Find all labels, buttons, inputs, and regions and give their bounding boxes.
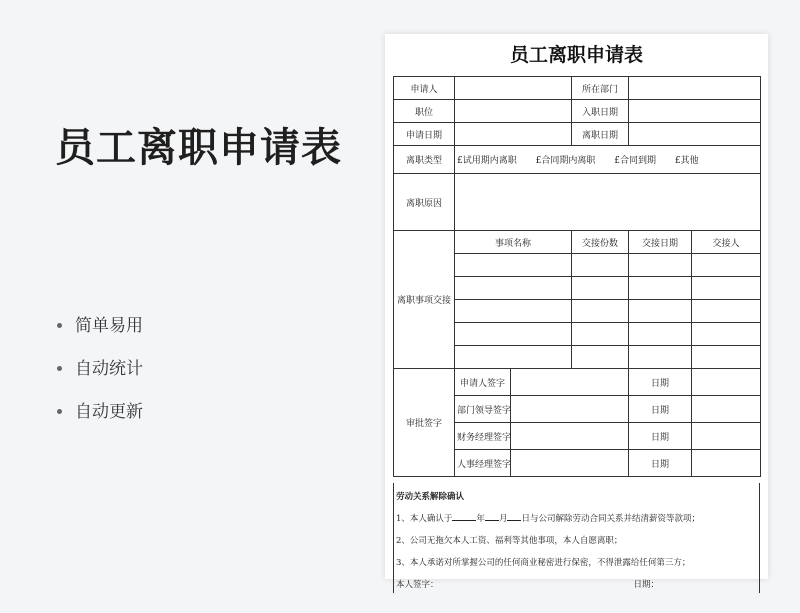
leave-type-label: 离职类型	[394, 146, 455, 174]
approval-date-field[interactable]	[692, 423, 761, 450]
handover-cell[interactable]	[692, 323, 761, 346]
handover-header-date: 交接日期	[629, 231, 692, 254]
feature-label: 自动更新	[75, 402, 143, 422]
leave-type-options	[455, 146, 761, 174]
bullet-icon	[57, 409, 62, 414]
leave-date-label: 离职日期	[572, 123, 629, 146]
leave-type-option[interactable]: £合同期内离职	[535, 156, 596, 166]
confirmation-line-1	[396, 512, 759, 524]
handover-cell[interactable]	[692, 300, 761, 323]
handover-cell[interactable]	[692, 277, 761, 300]
leave-date-field[interactable]	[629, 123, 761, 146]
handover-cell[interactable]	[572, 300, 629, 323]
approval-signature-field[interactable]	[511, 396, 629, 423]
handover-cell[interactable]	[455, 300, 572, 323]
hire-date-field[interactable]	[629, 100, 761, 123]
handover-header-person: 交接人	[692, 231, 761, 254]
confirmation-line-3: 3、本人承诺对所掌握公司的任何商业秘密进行保密，不得泄露给任何第三方；	[396, 558, 691, 568]
form-title: 员工离职申请表	[509, 44, 643, 66]
handover-header-item: 事项名称	[455, 231, 572, 254]
line1-month: 月	[498, 514, 508, 524]
feature-item	[55, 398, 143, 441]
year-blank[interactable]	[452, 512, 476, 521]
handover-cell[interactable]	[455, 254, 572, 277]
handover-cell[interactable]	[629, 346, 692, 369]
position-field[interactable]	[455, 100, 572, 123]
leave-type-option[interactable]: £合同到期	[614, 156, 656, 166]
leave-reason-label: 离职原因	[394, 174, 455, 231]
approval-date-label: 日期	[629, 369, 692, 396]
line1-prefix: 1、本人确认于	[396, 514, 453, 524]
resignation-form-table	[393, 76, 761, 477]
handover-cell[interactable]	[629, 300, 692, 323]
apply-date-label: 申请日期	[394, 123, 455, 146]
day-blank[interactable]	[507, 512, 521, 521]
applicant-field[interactable]	[455, 77, 572, 100]
leave-reason-field[interactable]	[455, 174, 761, 231]
bullet-icon	[57, 323, 62, 328]
feature-label: 自动统计	[75, 359, 143, 379]
handover-label: 离职事项交接	[394, 231, 455, 369]
applicant-label: 申请人	[394, 77, 455, 100]
approval-signer-label: 部门领导签字	[455, 396, 511, 423]
department-field[interactable]	[629, 77, 761, 100]
handover-header-copies: 交接份数	[572, 231, 629, 254]
signature-date-label[interactable]: 日期：	[633, 580, 659, 590]
approval-label: 审批签字	[394, 369, 455, 477]
apply-date-field[interactable]	[455, 123, 572, 146]
feature-label: 简单易用	[75, 316, 143, 336]
approval-signer-label: 财务经理签字	[455, 423, 511, 450]
handover-cell[interactable]	[572, 346, 629, 369]
approval-date-label: 日期	[629, 396, 692, 423]
approval-signature-field[interactable]	[511, 423, 629, 450]
department-label: 所在部门	[572, 77, 629, 100]
approval-signature-field[interactable]	[511, 369, 629, 396]
approval-date-label: 日期	[629, 423, 692, 450]
confirmation-heading: 劳动关系解除确认	[396, 492, 465, 502]
approval-date-field[interactable]	[692, 369, 761, 396]
handover-cell[interactable]	[572, 254, 629, 277]
leave-type-option[interactable]: £试用期内离职	[457, 156, 517, 166]
handover-cell[interactable]	[455, 277, 572, 300]
month-blank[interactable]	[485, 512, 499, 521]
hero-title: 员工离职申请表	[55, 125, 342, 171]
confirmation-line-2: 2、公司无拖欠本人工资、福利等其他事项，本人自愿离职；	[396, 536, 623, 546]
signature-row	[396, 578, 759, 590]
approval-signature-field[interactable]	[511, 450, 629, 477]
leave-type-option[interactable]: £其他	[674, 156, 699, 166]
bullet-icon	[57, 366, 62, 371]
signature-label[interactable]: 本人签字：	[396, 580, 439, 590]
approval-date-field[interactable]	[692, 450, 761, 477]
line1-suffix: 日与公司解除劳动合同关系并结清薪资等款项；	[521, 514, 700, 524]
handover-cell[interactable]	[692, 254, 761, 277]
feature-item	[55, 312, 143, 355]
approval-signer-label: 人事经理签字	[455, 450, 511, 477]
hire-date-label: 入职日期	[572, 100, 629, 123]
handover-cell[interactable]	[629, 323, 692, 346]
handover-cell[interactable]	[629, 254, 692, 277]
feature-item	[55, 355, 143, 398]
line1-year: 年	[476, 514, 485, 524]
handover-cell[interactable]	[692, 346, 761, 369]
labor-termination-confirmation	[393, 483, 760, 593]
feature-list	[55, 312, 143, 441]
handover-cell[interactable]	[629, 277, 692, 300]
approval-date-field[interactable]	[692, 396, 761, 423]
handover-cell[interactable]	[572, 323, 629, 346]
approval-date-label: 日期	[629, 450, 692, 477]
form-document	[385, 34, 768, 590]
handover-cell[interactable]	[455, 323, 572, 346]
position-label: 职位	[394, 100, 455, 123]
handover-cell[interactable]	[455, 346, 572, 369]
handover-cell[interactable]	[572, 277, 629, 300]
approval-signer-label: 申请人签字	[455, 369, 511, 396]
